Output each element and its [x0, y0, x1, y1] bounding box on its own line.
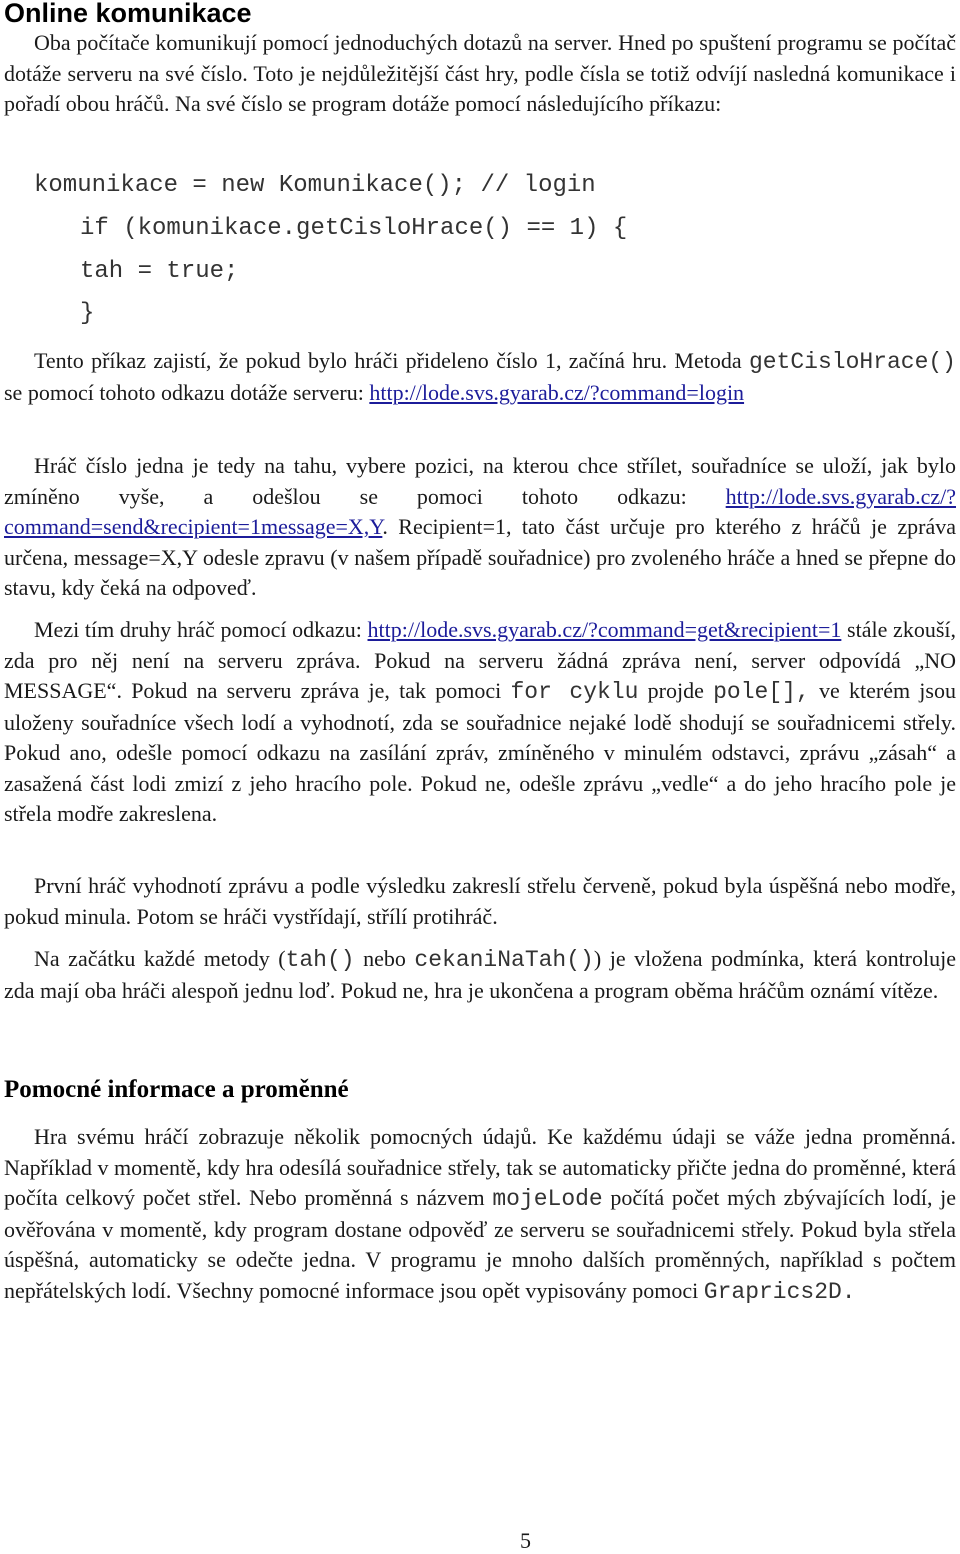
inline-code-getcislohrace: getCisloHrace()	[748, 349, 956, 375]
paragraph-helper-variables	[4, 1122, 956, 1307]
paragraph-evaluate: První hráč vyhodnotí zprávu a podle výsledku zakreslí střelu červeně, pokud byla úspěšná nebo modře, pokud minula. Potom se hráči vystřídají, střílí protihráč.	[4, 873, 956, 929]
code-line-close-brace: }	[80, 300, 95, 327]
text-segment: se pomocí tohoto odkazu dotáže serveru:	[4, 379, 370, 405]
inline-code-tah: tah()	[285, 947, 355, 973]
page-title: Online komunikace	[4, 0, 252, 28]
get-link[interactable]: http://lode.svs.gyarab.cz/?command=get&recipient=1	[367, 617, 842, 642]
text-segment: Mezi tím druhy hráč pomocí odkazu:	[34, 617, 368, 642]
text-segment: Tento příkaz zajistí, že pokud bylo hráči přideleno číslo 1, začíná hru. Metoda	[34, 348, 749, 373]
send-link[interactable]: http://lode.svs.gyarab.cz/?command=send&recipient=1message=X,Y	[4, 483, 956, 539]
code-line-assign: tah = true;	[80, 258, 239, 285]
paragraph-send-move	[4, 451, 956, 604]
text-segment: stále zkouší, zda pro něj není na serveru zpráva. Pokud na serveru žádná zpráva není, server odpovídá „NO MESSAGE“. Pokud na serveru zpráva je, tak pomoci	[4, 617, 956, 703]
inline-code-mojelode: mojeLode	[492, 1186, 603, 1212]
section-heading: Pomocné informace a proměnné	[4, 1076, 349, 1103]
inline-code-for-cyklu: for cyklu	[510, 679, 639, 705]
text-segment: ve kterém jsou uloženy souřadníce všech lodí a vyhodnotí, zda se souřadnice nejaké lodě shodují se souřadnicemi střely. Pokud ano, odešle pomocí odkazu na zasílání zpráv, zmíněného v minulém odstavci, zprávu „zásah“ a zasažená část lodi zmizí z jeho hracího pole. Pokud ne, odešle zprávu „vedle“ a do jeho hracího pole je střela modře zakreslena.	[4, 678, 956, 826]
text-segment: Hra svému hráčí zobrazuje několik pomocných údajů. Ke každému údaji se váže jedna proměnná. Například v momentě, kdy hra odesílá souřadnice střely, tak se automaticky přičte jedna do proměnné, která počíta celkový počet střel. Nebo proměnná s názvem	[4, 1124, 956, 1210]
page-number: 5	[520, 1528, 531, 1553]
inline-code-pole: pole[],	[713, 679, 810, 705]
text-segment: nebo	[354, 946, 415, 971]
text-segment: Na začátku každé metody (	[34, 946, 286, 971]
paragraph-login-explanation	[4, 346, 956, 408]
login-link[interactable]: http://lode.svs.gyarab.cz/?command=login	[369, 379, 745, 405]
text-segment: počítá počet mých zbývajících lodí, je ověřována v momentě, kdy program dostane odpověď ze serveru se souřadnicemi střely. Pokud byla střela úspěšná, automaticky se odečte jedna. V programu je mnoho dalších proměnných, například s počtem nepřátelských lodí. Všechny pomocné informace jsou opět vypisovány pomoci	[4, 1185, 956, 1303]
code-line-login: komunikace = new Komunikace(); // login	[34, 172, 596, 199]
inline-code-cekaninatah: cekaniNaTah()	[414, 947, 594, 973]
code-line-if: if (komunikace.getCisloHrace() == 1) {	[80, 215, 628, 242]
paragraph-get-message	[4, 615, 956, 830]
text-segment: projde	[638, 678, 714, 703]
paragraph-intro: Oba počítače komunikují pomocí jednoduchých dotazů na server. Hned po spuštení programu se počítač dotáže serveru na své číslo. Toto je nejdůležitější část hry, podle čísla se totiž odvíjí nasledná komunikace i pořadí obou hráčů. Na své číslo se program dotáže pomocí následujícího příkazu:	[4, 30, 956, 116]
inline-code-graphics2d: Graprics2D.	[703, 1278, 856, 1305]
text-segment: ) je vložena podmínka, která kontroluje zda mají oba hráči alespoň jednu loď. Pokud ne, hra je ukončena a program oběma hráčům oznámí vítěze.	[4, 946, 956, 1003]
text-segment: Hráč číslo jedna je tedy na tahu, vybere pozici, na kterou chce střílet, souřadníce se uloží, jak bylo zmíněno vyše, a odešlou se pomoci tohoto odkazu:	[4, 453, 956, 509]
text-segment: . Recipient=1, tato část určuje pro kterého z hráčů je zpráva určena, message=X,Y odesle zpravu (v našem případě souřadnice) pro zvoleného hráče a hned se přepne do stavu, kdy čeká na odpoveď.	[4, 514, 956, 600]
paragraph-end-condition	[4, 944, 956, 1006]
